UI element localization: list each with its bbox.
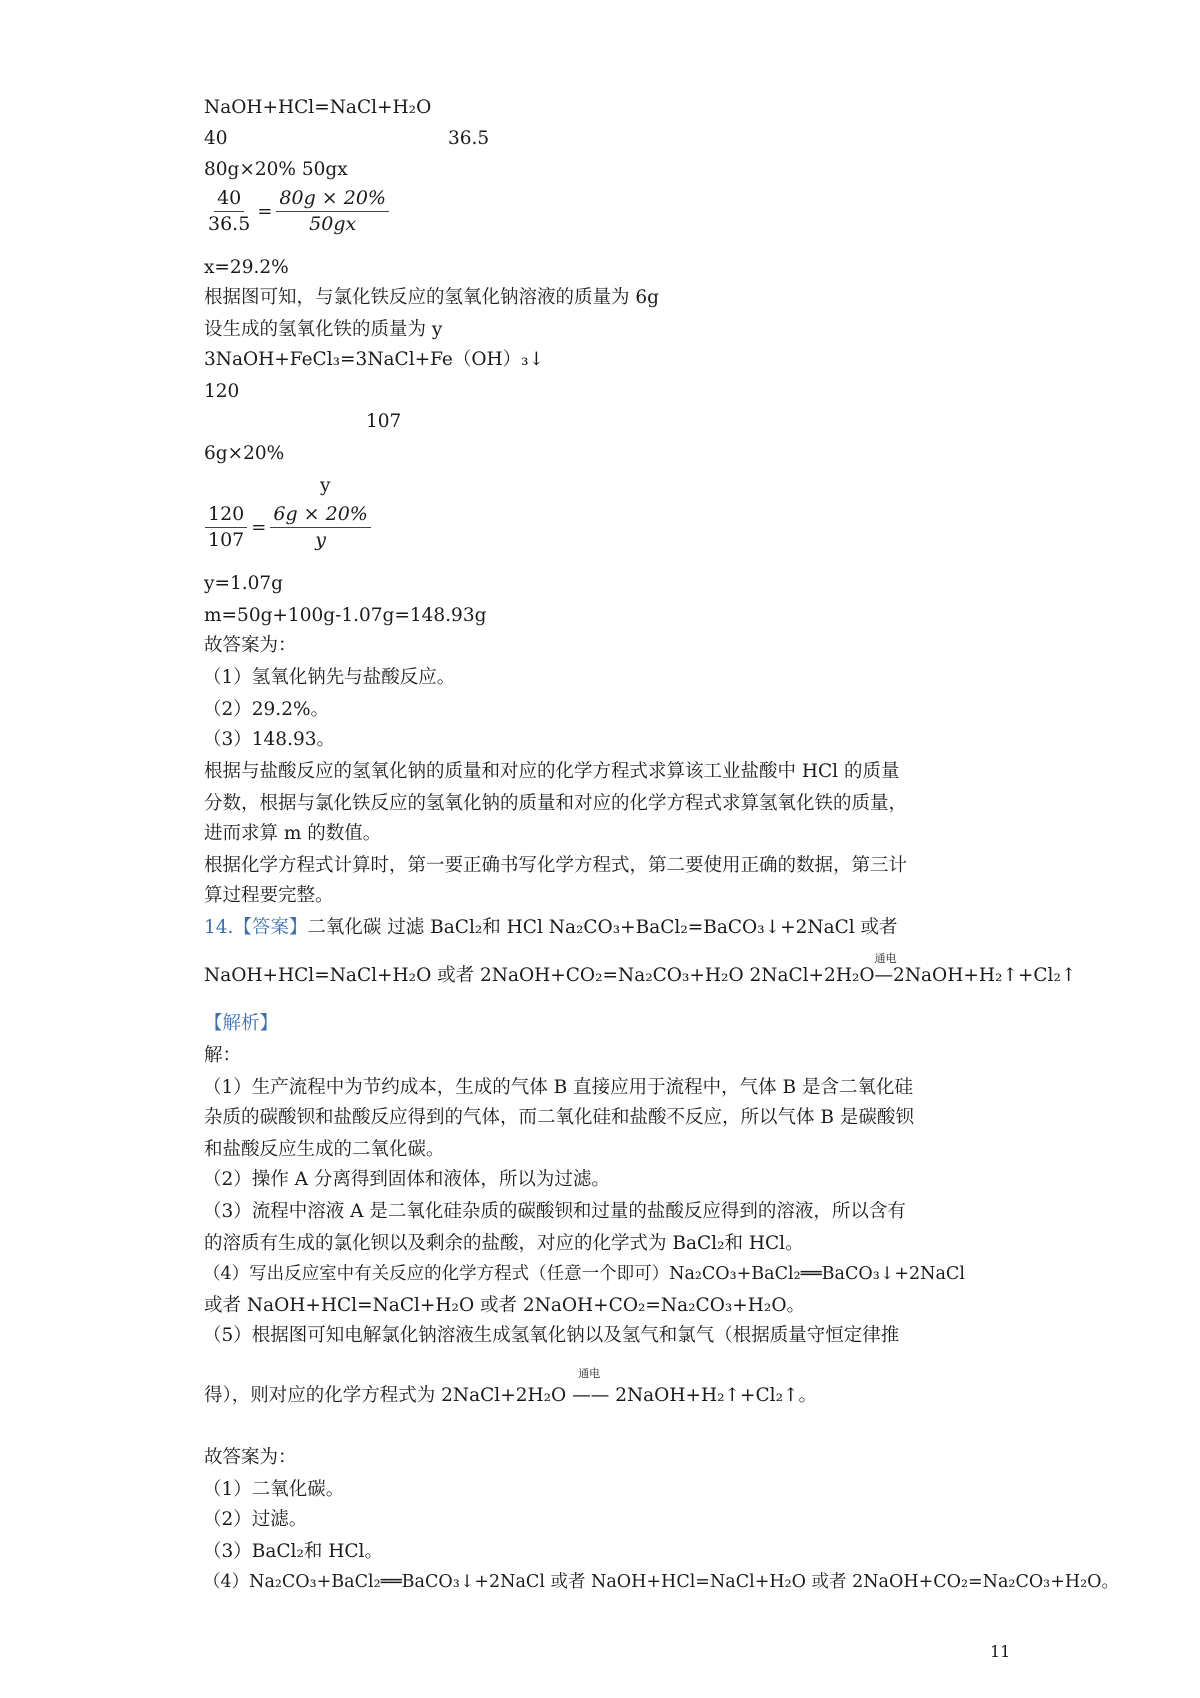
q14-answer-products: 2NaOH+H₂↑+Cl₂↑ <box>893 965 1077 986</box>
page-number: 11 <box>990 1642 1011 1661</box>
q14-answer-text: 二氧化碳 过滤 BaCl₂和 HCl Na₂CO₃+BaCl₂=BaCO₃↓+2NaCl 或者 <box>307 917 898 938</box>
text-line: 根据图可知，与氯化铁反应的氢氧化钠溶液的质量为 6g <box>204 287 659 308</box>
fraction1-denominator: 107 <box>208 529 245 551</box>
analysis-line: 的溶质有生成的氯化钡以及剩余的盐酸，对应的化学式为 BaCl₂和 HCl。 <box>204 1233 804 1254</box>
final-answer-4: （4）Na₂CO₃+BaCl₂══BaCO₃↓+2NaCl 或者 NaOH+HCl=NaCl+H₂O 或者 2NaOH+CO₂=Na₂CO₃+H₂O。 <box>203 1572 1119 1592</box>
analysis-line: （3）流程中溶液 A 是二氧化硅杂质的碳酸钡和过量的盐酸反应得到的溶液，所以含有 <box>203 1201 906 1222</box>
proportion-equation-2 <box>205 502 371 553</box>
condition-label: 通电 <box>874 952 897 965</box>
analysis-line: （1）生产流程中为节约成本，生成的气体 B 直接应用于流程中，气体 B 是含二氧化硅 <box>203 1077 913 1098</box>
final-answer-2: （2）过滤。 <box>203 1509 308 1530</box>
analysis-heading: 【解析】 <box>204 1013 279 1034</box>
analysis-line: （4）写出反应室中有关反应的化学方程式（任意一个即可）Na₂CO₃+BaCl₂══BaCO₃↓+2NaCl <box>203 1264 965 1284</box>
final-answer-3: （3）BaCl₂和 HCl。 <box>203 1541 383 1562</box>
electrolysis-condition: 通电 —— <box>572 1382 609 1410</box>
fraction2-numerator: 6g × 20% <box>270 502 370 528</box>
explanation-line: 根据化学方程式计算时，第一要正确书写化学方程式，第二要使用正确的数据，第三计 <box>204 855 908 876</box>
fraction2-denominator: y <box>315 529 326 551</box>
analysis-line: 或者 NaOH+HCl=NaCl+H₂O 或者 2NaOH+CO₂=Na₂CO₃+H₂O。 <box>204 1295 805 1316</box>
analysis-line: 和盐酸反应生成的二氧化碳。 <box>204 1139 445 1160</box>
answer-item-3: （3）148.93。 <box>203 729 336 750</box>
q14-answer-line-2 <box>204 952 1077 990</box>
text-line: 设生成的氢氧化铁的质量为 y <box>204 319 443 340</box>
fraction1-numerator: 120 <box>205 502 247 528</box>
molar-mass-107: 107 <box>366 411 402 432</box>
explanation-line: 算过程要完整。 <box>204 885 334 906</box>
result-x: x=29.2% <box>204 257 289 278</box>
result-m: m=50g+100g-1.07g=148.93g <box>204 605 487 626</box>
fraction2-numerator: 80g × 20% <box>276 186 389 212</box>
q14-answer-line-1 <box>204 914 898 942</box>
molar-mass-120: 120 <box>204 381 240 402</box>
final-answer-heading: 故答案为： <box>204 1447 297 1468</box>
analysis-equation-line <box>204 1367 818 1410</box>
analysis-equation-products: 2NaOH+H₂↑+Cl₂↑。 <box>615 1385 818 1406</box>
fraction1-denominator: 36.5 <box>208 213 251 235</box>
answer-item-1: （1）氢氧化钠先与盐酸反应。 <box>203 667 456 688</box>
proportion-equation-1 <box>205 186 389 237</box>
given-mass-2: 6g×20% <box>204 443 285 464</box>
equation-naoh-hcl: NaOH+HCl=NaCl+H₂O <box>204 97 432 118</box>
answer-item-2: （2）29.2%。 <box>203 699 330 720</box>
explanation-line: 分数，根据与氯化铁反应的氢氧化钠的质量和对应的化学方程式求算氢氧化铁的质量， <box>204 793 908 814</box>
given-masses-1: 80g×20% 50gx <box>204 159 348 180</box>
q14-answer-equations: NaOH+HCl=NaCl+H₂O 或者 2NaOH+CO₂=Na₂CO₃+H₂O 2NaCl+2H₂O <box>204 965 875 986</box>
molar-mass-hcl: 36.5 <box>448 128 490 149</box>
answer-heading: 故答案为： <box>204 635 297 656</box>
molar-mass-naoh: 40 <box>204 128 228 149</box>
explanation-line: 进而求算 m 的数值。 <box>204 823 382 844</box>
equation-naoh-fecl3: 3NaOH+FeCl₃=3NaCl+Fe（OH）₃↓ <box>204 349 545 370</box>
final-answer-1: （1）二氧化碳。 <box>203 1479 345 1500</box>
electrolysis-condition: 通电 — <box>875 962 894 990</box>
analysis-line: 杂质的碳酸钡和盐酸反应得到的气体，而二氧化硅和盐酸不反应，所以气体 B 是碳酸钡 <box>204 1107 914 1128</box>
condition-label: 通电 <box>578 1367 601 1380</box>
result-y: y=1.07g <box>204 573 283 594</box>
analysis-equation-reactants: 得），则对应的化学方程式为 2NaCl+2H₂O <box>204 1385 567 1406</box>
unknown-y: y <box>320 475 331 496</box>
equals-sign: = <box>257 201 273 222</box>
analysis-line: （2）操作 A 分离得到固体和液体，所以为过滤。 <box>203 1169 610 1190</box>
fraction1-numerator: 40 <box>214 186 244 212</box>
equals-sign: = <box>251 517 267 538</box>
explanation-line: 根据与盐酸反应的氢氧化钠的质量和对应的化学方程式求算该工业盐酸中 HCl 的质量 <box>204 761 900 782</box>
q14-label: 14.【答案】 <box>204 917 308 938</box>
fraction2-denominator: 50gx <box>309 213 357 235</box>
solution-start: 解： <box>204 1045 242 1066</box>
analysis-line: （5）根据图可知电解氯化钠溶液生成氢氧化钠以及氢气和氯气（根据质量守恒定律推 <box>203 1325 900 1346</box>
